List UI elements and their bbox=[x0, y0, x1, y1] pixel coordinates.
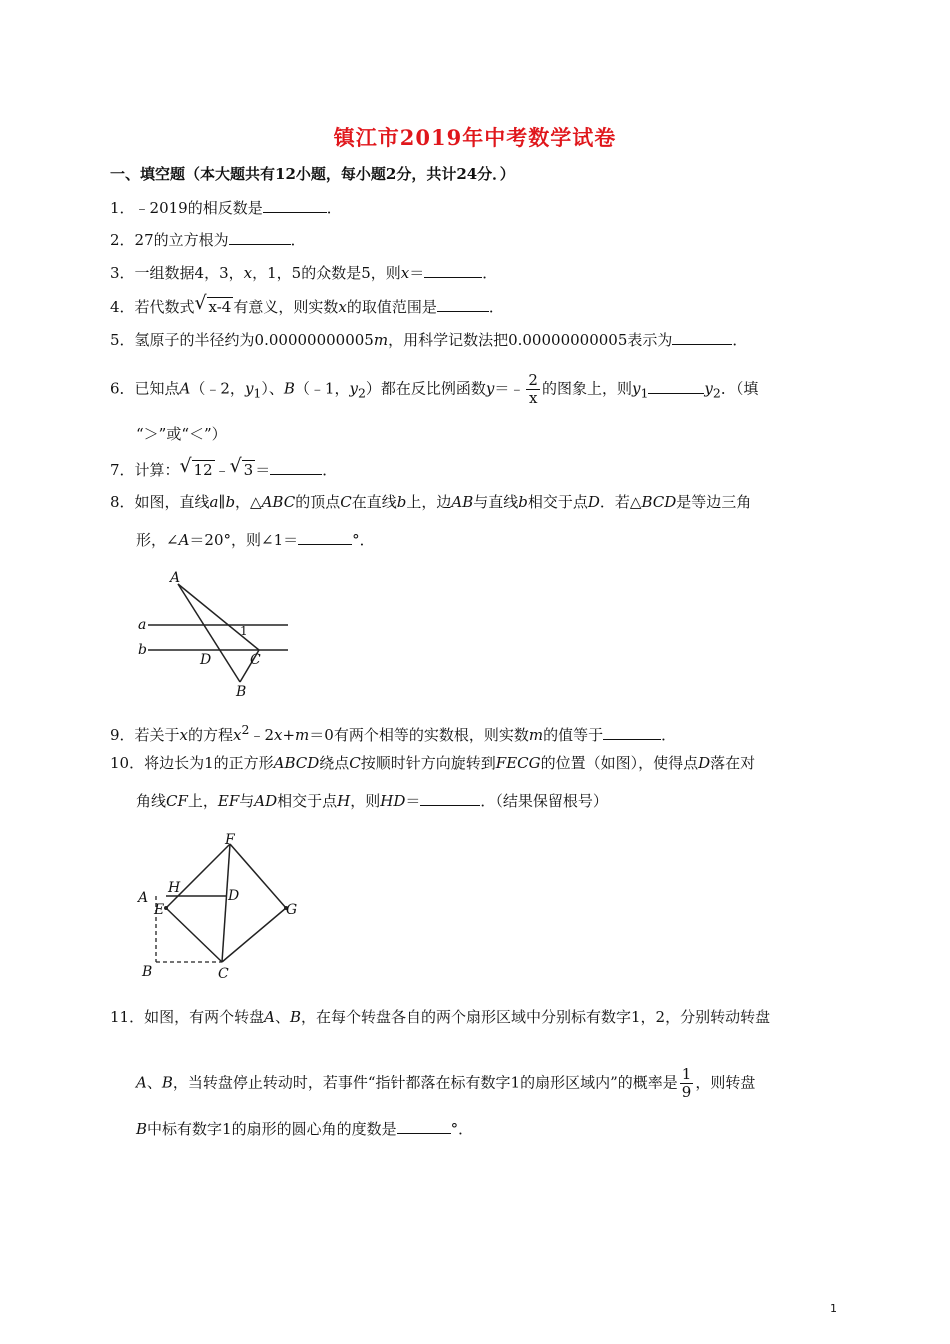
answer-blank bbox=[298, 530, 352, 545]
answer-blank bbox=[603, 725, 661, 740]
label-H: H bbox=[168, 880, 181, 896]
label-b: b bbox=[138, 642, 147, 658]
label-C: C bbox=[218, 966, 229, 982]
label-angle-1: 1 bbox=[240, 624, 248, 638]
figure-q10-diagram bbox=[136, 830, 306, 982]
sqrt-expression: √ x-4 bbox=[194, 292, 232, 316]
question-4: 4．若代数式 √ x-4 有意义，则实数x的取值范围是 ． bbox=[110, 292, 504, 316]
page-number: 1 bbox=[830, 1302, 837, 1315]
question-11: 11．如图，有两个转盘A、B，在每个转盘各自的两个扇形区域中分别标有数字1，2，分别转动转盘 bbox=[110, 1008, 771, 1026]
label-A: A bbox=[138, 890, 149, 906]
question-10-continued: 角线CF上，EF与AD相交于点H，则HD＝ ．（结果保留根号） bbox=[136, 792, 608, 810]
answer-blank bbox=[270, 460, 322, 475]
label-B: B bbox=[236, 684, 247, 700]
answer-blank bbox=[229, 230, 291, 245]
question-5: 5．氢原子的半径约为0.00000000005m，用科学记数法把0.00000000005表示为 ． bbox=[110, 331, 748, 349]
answer-blank bbox=[420, 791, 480, 806]
question-8-continued: 形，∠A＝20°，则∠1＝ °． bbox=[136, 531, 375, 549]
label-D: D bbox=[228, 888, 240, 904]
question-10: 10．将边长为1的正方形ABCD绕点C按顺时针方向旋转到FECG的位置（如图），使得点D落在对 bbox=[110, 754, 756, 772]
answer-blank bbox=[263, 198, 327, 213]
figure-q8-diagram bbox=[136, 568, 296, 700]
label-G: G bbox=[286, 902, 298, 918]
label-F: F bbox=[225, 832, 235, 848]
question-7: 7．计算： √ 12 ﹣ √ 3 ＝ ． bbox=[110, 455, 338, 479]
question-3: 3．一组数据4，3，x，1，5的众数是5，则x＝ ． bbox=[110, 264, 498, 282]
question-2: 2．27的立方根为 ． bbox=[110, 231, 306, 249]
answer-blank bbox=[424, 263, 482, 278]
exam-title: 镇江市2019年中考数学试卷 bbox=[333, 125, 617, 150]
section-heading: 一、填空题（本大题共有12小题，每小题2分，共计24分．） bbox=[110, 165, 515, 183]
label-B: B bbox=[142, 964, 153, 980]
sqrt-12: √ 12 bbox=[179, 455, 213, 479]
answer-blank bbox=[672, 330, 732, 345]
label-A: A bbox=[170, 570, 181, 586]
question-6: 6．已知点A（﹣2，$y_1$）、B（﹣1，$y_2$）都在反比例函数y＝﹣ $\frac{2}{x}$ 的图象上，则$y_1$ $y_2$．（填 bbox=[110, 371, 759, 407]
label-D: D bbox=[200, 652, 212, 668]
label-C: C bbox=[250, 652, 261, 668]
fraction: $\frac{2}{x}$ bbox=[528, 371, 538, 407]
question-11-continued: A、B，当转盘停止转动时，若事件“指针都落在标有数字1的扇形区域内”的概率是 $\frac{1}{9}$ ，则转盘 bbox=[136, 1065, 756, 1101]
answer-blank bbox=[437, 297, 489, 312]
question-6-continued: “＞”或“＜”） bbox=[136, 425, 227, 443]
answer-blank bbox=[397, 1119, 451, 1134]
question-11-continued-2: B中标有数字1的扇形的圆心角的度数是 °． bbox=[136, 1120, 474, 1138]
label-a: a bbox=[138, 617, 147, 633]
label-E: E bbox=[154, 902, 165, 918]
answer-blank bbox=[648, 379, 704, 394]
question-9: 9．若关于x的方程$x^2﹣2x+m=0$有两个相等的实数根，则实数m的值等于 ． bbox=[110, 722, 677, 744]
question-1: 1．﹣2019的相反数是 ． bbox=[110, 199, 342, 217]
fraction: $\frac{1}{9}$ bbox=[681, 1065, 692, 1101]
question-8: 8．如图，直线a∥b，△ABC的顶点C在直线b上，边AB与直线b相交于点D．若△BCD是等边三角 bbox=[110, 493, 752, 511]
sqrt-3: √ 3 bbox=[229, 455, 254, 479]
